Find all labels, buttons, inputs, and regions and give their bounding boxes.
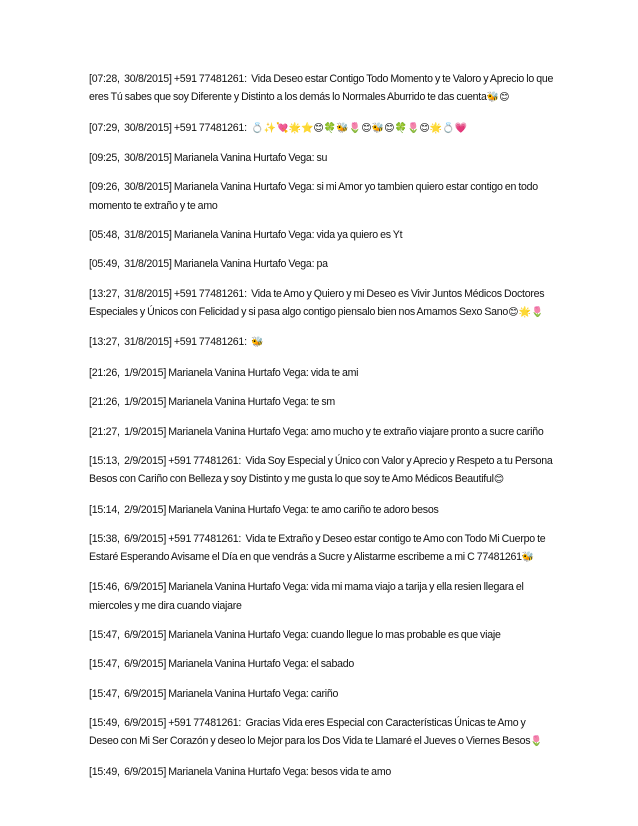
chat-message	[89, 578, 555, 614]
chat-message	[89, 714, 555, 751]
message-date: 6/9/2015	[124, 629, 164, 642]
open-bracket: [	[89, 121, 92, 134]
message-date: 1/9/2015	[124, 425, 164, 438]
message-text: cariño	[310, 687, 339, 700]
sender-colon: :	[244, 336, 252, 349]
sender-colon: :	[244, 73, 252, 85]
sender-colon: :	[305, 765, 311, 778]
message-date: 30/8/2015	[124, 121, 169, 134]
message-text: cuando llegue lo mas probable es que viaje	[310, 629, 501, 642]
time-date-separator: ,	[116, 658, 125, 671]
message-sender: Marianela Vanina Hurtafo Vega	[168, 629, 306, 642]
chat-message	[89, 452, 555, 489]
close-bracket: ]	[163, 658, 167, 671]
message-time: 21:27	[91, 425, 117, 438]
close-bracket: ]	[163, 454, 167, 467]
sender-colon: :	[305, 629, 311, 642]
open-bracket: [	[89, 658, 92, 671]
message-date: 6/9/2015	[124, 532, 164, 545]
open-bracket: [	[89, 73, 92, 85]
sender-colon: :	[305, 396, 311, 409]
message-date: 31/8/2015	[124, 228, 169, 241]
chat-message	[89, 393, 555, 411]
chat-message	[89, 685, 555, 703]
message-time: 15:49	[91, 717, 117, 730]
open-bracket: [	[89, 717, 92, 730]
close-bracket: ]	[163, 717, 167, 730]
message-sender: +591 77481261	[168, 717, 239, 730]
message-time: 13:27	[91, 336, 117, 349]
open-bracket: [	[89, 366, 92, 379]
message-date: 30/8/2015	[124, 151, 169, 164]
message-date: 6/9/2015	[124, 658, 164, 671]
time-date-separator: ,	[116, 687, 125, 700]
message-time: 13:27	[91, 287, 117, 300]
time-date-separator: ,	[116, 73, 125, 85]
message-time: 07:28	[91, 73, 117, 85]
open-bracket: [	[89, 532, 92, 545]
message-time: 05:49	[91, 258, 117, 271]
time-date-separator: ,	[116, 532, 125, 545]
chat-message	[89, 763, 555, 781]
message-sender: +591 77481261	[168, 532, 239, 545]
message-time: 07:29	[91, 121, 117, 134]
close-bracket: ]	[163, 425, 167, 438]
sender-colon: :	[305, 425, 311, 438]
message-time: 15:47	[91, 658, 117, 671]
open-bracket: [	[89, 151, 92, 164]
message-date: 6/9/2015	[124, 765, 164, 778]
chat-message	[89, 501, 555, 519]
message-date: 31/8/2015	[124, 287, 169, 300]
time-date-separator: ,	[116, 336, 125, 349]
chat-message	[89, 364, 555, 382]
open-bracket: [	[89, 336, 92, 349]
emoji-icons: 🌷	[530, 736, 543, 748]
time-date-separator: ,	[116, 258, 125, 271]
emoji-icons: 💍✨💘🌟⭐😊🍀🐝🌷😊🐝😊🍀🌷😊🌟💍💗	[251, 122, 468, 134]
message-time: 15:49	[91, 765, 117, 778]
chat-message	[89, 226, 555, 244]
sender-colon: :	[244, 121, 252, 134]
message-date: 31/8/2015	[124, 258, 169, 271]
open-bracket: [	[89, 287, 92, 300]
sender-colon: :	[244, 287, 252, 300]
sender-colon: :	[311, 151, 317, 164]
time-date-separator: ,	[116, 454, 125, 467]
message-text: besos vida te amo	[310, 765, 392, 778]
sender-colon: :	[305, 687, 311, 700]
sender-colon: :	[311, 258, 317, 271]
chat-message	[89, 178, 555, 214]
open-bracket: [	[89, 228, 92, 241]
message-text: el sabado	[310, 658, 355, 671]
open-bracket: [	[89, 765, 92, 778]
close-bracket: ]	[168, 336, 172, 349]
open-bracket: [	[89, 181, 92, 194]
time-date-separator: ,	[116, 717, 125, 730]
message-time: 09:25	[91, 151, 117, 164]
message-date: 2/9/2015	[124, 503, 164, 516]
time-date-separator: ,	[116, 396, 125, 409]
chat-message	[89, 423, 555, 441]
chat-message	[89, 70, 555, 107]
sender-colon: :	[305, 581, 311, 594]
message-text: te amo cariño te adoro besos	[310, 503, 439, 516]
time-date-separator: ,	[116, 181, 125, 194]
time-date-separator: ,	[116, 629, 125, 642]
close-bracket: ]	[168, 258, 172, 271]
message-text: vida mi mama viajo a tarija y ella resien llegara el miercoles y me dira cuando viajare	[89, 581, 524, 612]
close-bracket: ]	[168, 228, 172, 241]
message-text: Vida Deseo estar Contigo Todo Momento y te Valoro y Aprecio lo que eres Tú sabes que soy Diferente y Distinto a los demás lo Normales Aburrido te das cuenta	[89, 73, 554, 104]
sender-colon: :	[311, 228, 317, 241]
message-text: vida ya quiero es Yt	[316, 228, 403, 241]
open-bracket: [	[89, 687, 92, 700]
message-time: 15:47	[91, 629, 117, 642]
message-time: 09:26	[91, 181, 117, 194]
close-bracket: ]	[168, 287, 172, 300]
time-date-separator: ,	[116, 366, 125, 379]
close-bracket: ]	[163, 765, 167, 778]
message-time: 05:48	[91, 228, 117, 241]
chat-message	[89, 626, 555, 644]
message-text: te sm	[310, 396, 335, 409]
close-bracket: ]	[168, 151, 172, 164]
emoji-icons: 😊🌟🌷	[508, 306, 544, 318]
time-date-separator: ,	[116, 425, 125, 438]
open-bracket: [	[89, 258, 92, 271]
open-bracket: [	[89, 454, 92, 467]
emoji-icons: 😊	[493, 474, 505, 486]
sender-colon: :	[238, 532, 246, 545]
chat-message	[89, 119, 555, 138]
message-sender: Marianela Vanina Hurtafo Vega	[168, 366, 306, 379]
message-date: 31/8/2015	[124, 336, 169, 349]
time-date-separator: ,	[116, 151, 125, 164]
chat-message	[89, 149, 555, 167]
close-bracket: ]	[163, 629, 167, 642]
emoji-icons: 🐝	[251, 337, 264, 349]
message-sender: Marianela Vanina Hurtafo Vega	[168, 396, 306, 409]
close-bracket: ]	[163, 396, 167, 409]
message-text: vida te ami	[310, 366, 359, 379]
message-time: 15:13	[91, 454, 117, 467]
chat-transcript	[89, 70, 555, 792]
message-sender: Marianela Vanina Hurtafo Vega	[168, 765, 306, 778]
close-bracket: ]	[163, 532, 167, 545]
message-sender: +591 77481261	[168, 454, 239, 467]
open-bracket: [	[89, 396, 92, 409]
sender-colon: :	[305, 658, 311, 671]
close-bracket: ]	[163, 366, 167, 379]
time-date-separator: ,	[116, 581, 125, 594]
message-sender: Marianela Vanina Hurtafo Vega	[168, 687, 306, 700]
chat-message	[89, 255, 555, 273]
time-date-separator: ,	[116, 121, 125, 134]
message-time: 15:47	[91, 687, 117, 700]
message-date: 6/9/2015	[124, 717, 164, 730]
message-text: su	[316, 151, 328, 164]
message-sender: Marianela Vanina Hurtafo Vega	[173, 181, 312, 194]
close-bracket: ]	[168, 181, 172, 194]
open-bracket: [	[89, 503, 92, 516]
open-bracket: [	[89, 425, 92, 438]
message-time: 21:26	[91, 366, 117, 379]
message-sender: +591 77481261	[173, 121, 245, 134]
message-time: 21:26	[91, 396, 117, 409]
emoji-icons: 🐝😊	[486, 92, 510, 104]
message-time: 15:14	[91, 503, 117, 516]
message-text: Vida te Amo y Quiero y mi Deseo es Vivir Juntos Médicos Doctores Especiales y Únicos con Felicidad y si pasa algo contigo piensalo bien nos Amamos Sexo Sano	[89, 287, 545, 318]
message-date: 2/9/2015	[124, 454, 164, 467]
sender-colon: :	[238, 717, 246, 730]
message-date: 1/9/2015	[124, 366, 164, 379]
message-text: Vida Soy Especial y Único con Valor y Aprecio y Respeto a tu Persona Besos con Cariño con Belleza y soy Distinto y me gusta lo que soy te Amo Médicos Beautiful	[89, 454, 553, 486]
chat-message	[89, 333, 555, 352]
time-date-separator: ,	[116, 765, 125, 778]
close-bracket: ]	[163, 581, 167, 594]
close-bracket: ]	[163, 687, 167, 700]
close-bracket: ]	[168, 73, 172, 85]
message-time: 15:46	[91, 581, 117, 594]
sender-colon: :	[238, 454, 246, 467]
close-bracket: ]	[163, 503, 167, 516]
sender-colon: :	[305, 366, 311, 379]
message-date: 30/8/2015	[124, 181, 169, 194]
sender-colon: :	[311, 181, 317, 194]
emoji-icons: 🐝	[521, 552, 535, 564]
chat-message	[89, 285, 555, 322]
message-sender: Marianela Vanina Hurtafo Vega	[168, 425, 306, 438]
message-sender: +591 77481261	[173, 336, 245, 349]
chat-message	[89, 655, 555, 673]
message-sender: Marianela Vanina Hurtafo Vega	[168, 503, 306, 516]
close-bracket: ]	[168, 121, 172, 134]
message-sender: Marianela Vanina Hurtafo Vega	[168, 581, 306, 594]
message-sender: Marianela Vanina Hurtafo Vega	[173, 228, 312, 241]
message-date: 6/9/2015	[124, 581, 164, 594]
message-sender: +591 77481261	[173, 287, 245, 300]
time-date-separator: ,	[116, 503, 125, 516]
message-date: 30/8/2015	[124, 73, 169, 85]
message-text: pa	[316, 258, 328, 271]
message-date: 1/9/2015	[124, 396, 164, 409]
chat-message	[89, 530, 555, 567]
sender-colon: :	[305, 503, 311, 516]
message-text: amo mucho y te extraño viajare pronto a sucre cariño	[310, 425, 544, 438]
message-sender: Marianela Vanina Hurtafo Vega	[173, 258, 312, 271]
time-date-separator: ,	[116, 287, 125, 300]
message-text: si mi Amor yo tambien quiero estar contigo en todo momento te extraño y te amo	[89, 181, 538, 212]
time-date-separator: ,	[116, 228, 125, 241]
message-sender: +591 77481261	[173, 73, 245, 85]
message-time: 15:38	[91, 532, 117, 545]
message-date: 6/9/2015	[124, 687, 164, 700]
message-text: Gracias Vida eres Especial con Características Únicas te Amo y Deseo con Mi Ser Corazón y deseo lo Mejor para los Dos Vida te Llamaré el Jueves o Viernes Besos	[89, 717, 531, 748]
message-text: Vida te Extraño y Deseo estar contigo te Amo con Todo Mi Cuerpo te Estaré Esperando Avisame el Día en que vendrás a Sucre y Alistarme escribeme a mi C 77481261	[89, 532, 546, 564]
open-bracket: [	[89, 581, 92, 594]
message-sender: Marianela Vanina Hurtafo Vega	[173, 151, 312, 164]
open-bracket: [	[89, 629, 92, 642]
message-sender: Marianela Vanina Hurtafo Vega	[168, 658, 306, 671]
